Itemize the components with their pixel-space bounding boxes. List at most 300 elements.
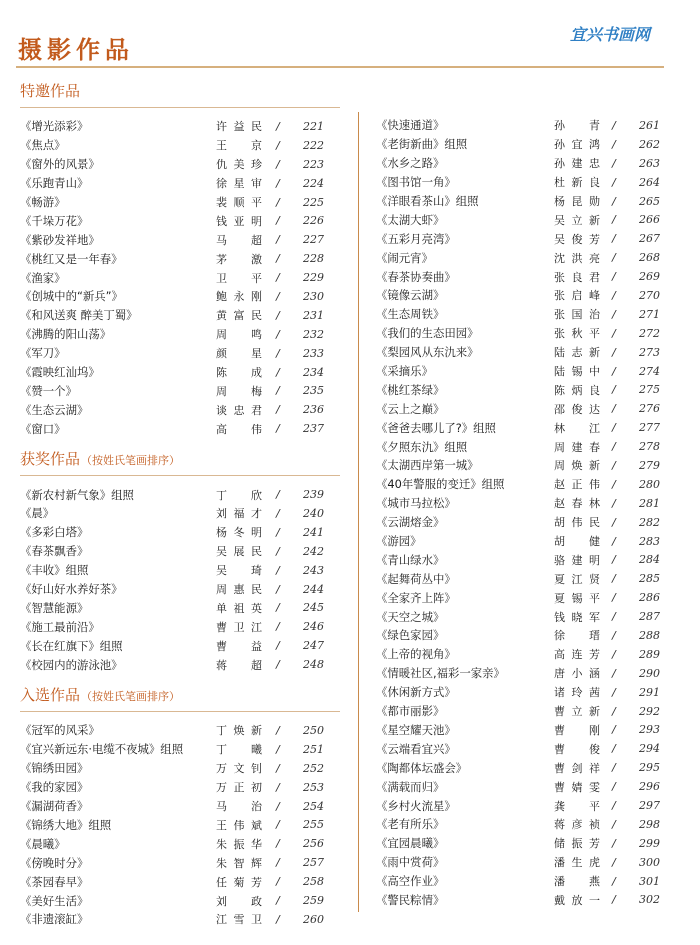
entry-page: 278 [639, 440, 660, 454]
entry-author: 曹卫江 [216, 620, 262, 634]
entry-author: 高连芳 [554, 648, 600, 662]
entry-page: 289 [639, 647, 660, 661]
toc-entry [376, 721, 674, 740]
entry-page: 285 [639, 572, 660, 586]
toc-entry [20, 249, 340, 268]
entry-page: 233 [303, 346, 324, 360]
entry-title: 《生态云湖》 [20, 402, 89, 417]
entry-title: 《冠军的风采》 [20, 723, 100, 738]
toc-entry [376, 777, 674, 796]
entry-title: 《晨》 [20, 506, 55, 521]
entry-author: 卫平 [216, 271, 262, 285]
entry-title: 《焦点》 [20, 138, 66, 153]
entry-separator: / [612, 270, 616, 284]
entry-page: 283 [639, 534, 660, 548]
entry-author: 陆锡中 [554, 365, 600, 379]
toc-entry [20, 797, 340, 816]
toc-entry [20, 542, 340, 561]
toc-entry [376, 305, 674, 324]
entry-page: 270 [639, 288, 660, 302]
toc-entry [376, 324, 674, 343]
toc-entry [20, 155, 340, 174]
entry-title: 《梨园风从东氿来》 [376, 345, 479, 360]
entry-author: 朱振华 [216, 837, 262, 851]
entry-separator: / [612, 118, 616, 132]
entry-title: 《图书馆一角》 [376, 175, 456, 190]
entry-separator: / [612, 572, 616, 586]
entry-page: 234 [303, 365, 324, 379]
entry-page: 260 [303, 912, 324, 926]
entry-page: 299 [639, 836, 660, 850]
entry-title: 《傍晚时分》 [20, 855, 89, 870]
entry-separator: / [276, 563, 280, 577]
entry-separator: / [276, 525, 280, 539]
column-divider [358, 112, 359, 912]
entry-title: 《洋眼看茶山》组照 [376, 194, 479, 208]
toc-entry [376, 154, 674, 173]
section-divider [20, 107, 340, 108]
entry-author: 杨昆勋 [554, 195, 600, 208]
toc-entry [20, 211, 340, 230]
entry-separator: / [612, 553, 616, 567]
entry-separator: / [612, 817, 616, 831]
entry-page: 273 [639, 345, 660, 359]
entry-title: 《镜像云湖》 [376, 288, 445, 303]
entry-page: 293 [639, 723, 660, 737]
entry-author: 丁欣 [216, 488, 262, 502]
toc-entry [376, 702, 674, 721]
entry-title: 《畅游》 [20, 195, 66, 209]
toc-entry [376, 796, 674, 815]
entry-author: 曹剑祥 [554, 761, 600, 775]
entry-separator: / [612, 780, 616, 794]
entry-separator: / [276, 138, 280, 152]
entry-author: 陈成 [216, 366, 262, 380]
toc-entry [376, 135, 674, 154]
toc-list-special [20, 117, 340, 438]
toc-entry [20, 117, 340, 136]
entry-author: 钱亚明 [216, 214, 262, 228]
entry-separator: / [612, 893, 616, 907]
entry-page: 261 [639, 118, 660, 132]
entry-separator: / [276, 837, 280, 851]
entry-title: 《宜园晨曦》 [376, 836, 445, 851]
entry-author: 曹益 [216, 639, 262, 653]
entry-separator: / [276, 289, 280, 303]
entry-separator: / [612, 591, 616, 605]
entry-title: 《春茶协奏曲》 [376, 269, 456, 284]
entry-page: 286 [639, 591, 660, 605]
entry-title: 《太湖西岸第一城》 [376, 458, 479, 473]
entry-author: 刘政 [216, 894, 262, 908]
entry-separator: / [612, 761, 616, 775]
entry-separator: / [276, 176, 280, 190]
entry-title: 《老有所乐》 [376, 817, 445, 832]
entry-title: 《起舞荷丛中》 [376, 571, 456, 586]
toc-entry [376, 626, 674, 645]
entry-author: 万文钊 [216, 762, 262, 776]
entry-author: 鲍永刚 [216, 290, 262, 304]
entry-author: 茅激 [216, 252, 262, 266]
entry-separator: / [276, 346, 280, 360]
entry-page: 241 [303, 525, 324, 539]
entry-author: 吴展民 [216, 545, 262, 559]
section-title: 获奖作品 [20, 450, 81, 469]
toc-entry [20, 230, 340, 249]
entry-page: 282 [639, 515, 660, 529]
entry-author: 骆建明 [554, 553, 600, 567]
toc-entry [376, 607, 674, 626]
section-heading-selected [20, 682, 340, 708]
entry-author: 朱智辉 [216, 856, 262, 870]
entry-author: 周焕新 [554, 459, 600, 473]
entry-title: 《军刀》 [20, 346, 66, 361]
entry-page: 245 [303, 601, 324, 615]
entry-title: 《增光添彩》 [20, 119, 89, 134]
entry-page: 287 [639, 610, 660, 624]
entry-title: 《丰收》组照 [20, 563, 89, 578]
entry-separator: / [276, 912, 280, 926]
toc-entry [376, 399, 674, 418]
entry-title: 《云上之巅》 [376, 401, 445, 416]
entry-title: 《夕照东氿》组照 [376, 439, 468, 454]
entry-title: 《春茶飘香》 [20, 544, 89, 559]
entry-page: 232 [303, 327, 324, 341]
entry-separator: / [276, 195, 280, 209]
entry-separator: / [276, 799, 280, 813]
entry-separator: / [612, 799, 616, 812]
entry-separator: / [276, 214, 280, 228]
entry-separator: / [612, 855, 616, 869]
entry-separator: / [612, 307, 616, 321]
entry-separator: / [276, 658, 280, 672]
toc-entry [20, 740, 340, 759]
entry-title: 《美好生活》 [20, 893, 89, 908]
entry-page: 226 [303, 214, 324, 228]
entry-author: 储振芳 [554, 837, 600, 851]
entry-title: 《警民粽情》 [376, 892, 445, 907]
toc-entry [20, 636, 340, 655]
toc-entry [20, 485, 340, 504]
entry-title: 《霞映红汕坞》 [20, 365, 100, 380]
entry-page: 301 [639, 874, 660, 888]
entry-page: 277 [639, 421, 660, 435]
entry-separator: / [612, 326, 616, 340]
entry-author: 马治 [216, 800, 262, 814]
entry-page: 235 [303, 384, 324, 398]
entry-separator: / [612, 836, 616, 850]
entry-title: 《天空之城》 [376, 609, 445, 624]
entry-separator: / [276, 544, 280, 558]
entry-page: 255 [303, 818, 324, 832]
toc-entry [376, 739, 674, 758]
entry-page: 246 [303, 620, 324, 634]
entry-separator: / [276, 582, 280, 596]
entry-separator: / [276, 365, 280, 379]
entry-title: 《陶都体坛盛会》 [376, 760, 468, 775]
entry-page: 252 [303, 761, 324, 775]
toc-entry [20, 721, 340, 740]
entry-title: 《窗口》 [20, 421, 66, 436]
entry-separator: / [612, 496, 616, 510]
entry-title: 《乐跑青山》 [20, 176, 89, 191]
entry-title: 《晨曦》 [20, 836, 66, 851]
entry-page: 274 [639, 364, 660, 378]
entry-author: 邵俊达 [554, 402, 600, 416]
entry-page: 240 [303, 506, 324, 520]
toc-list-selected-continued [376, 116, 674, 909]
entry-page: 298 [639, 817, 660, 831]
entry-page: 247 [303, 639, 324, 653]
toc-entry [376, 267, 674, 286]
entry-author: 戴放一 [554, 893, 600, 907]
entry-page: 258 [303, 875, 324, 889]
entry-separator: / [276, 875, 280, 889]
entry-author: 蒋彦祯 [554, 818, 600, 832]
toc-entry [376, 550, 674, 569]
entry-title: 《校园内的游泳池》 [20, 657, 123, 672]
entry-separator: / [612, 194, 616, 208]
toc-entry [20, 504, 340, 523]
toc-entry [20, 655, 340, 674]
entry-title: 《施工最前沿》 [20, 619, 100, 634]
entry-separator: / [276, 601, 280, 615]
toc-entry [20, 523, 340, 542]
entry-author: 曹婧雯 [554, 780, 600, 794]
entry-title: 《雨中赏荷》 [376, 855, 445, 870]
entry-page: 256 [303, 837, 324, 851]
entry-page: 221 [303, 119, 324, 133]
site-watermark: 宜兴书画网 [570, 25, 651, 44]
entry-author: 孙建忠 [554, 157, 600, 171]
entry-author: 单祖英 [216, 601, 262, 615]
entry-title: 《智慧能源》 [20, 600, 89, 615]
entry-separator: / [612, 458, 616, 472]
entry-page: 272 [639, 326, 660, 340]
entry-title: 《云湖熔金》 [376, 515, 445, 530]
entry-page: 248 [303, 658, 324, 672]
entry-page: 300 [639, 855, 660, 869]
entry-title: 《多彩白塔》 [20, 525, 89, 540]
entry-separator: / [276, 818, 280, 832]
entry-author: 孙宜鸿 [554, 138, 600, 152]
entry-separator: / [612, 610, 616, 624]
entry-page: 227 [303, 233, 324, 247]
entry-separator: / [612, 742, 616, 756]
toc-entry [20, 325, 340, 344]
entry-title: 《老街新曲》组照 [376, 137, 468, 152]
entry-page: 279 [639, 458, 660, 472]
section-title: 特邀作品 [20, 82, 81, 100]
toc-entry [376, 494, 674, 513]
entry-title: 《40年警服的变迁》组照 [376, 477, 505, 492]
entry-author: 蒋超 [216, 658, 262, 672]
entry-author: 丁焕新 [216, 724, 262, 738]
entry-separator: / [612, 685, 616, 699]
entry-title: 《漏湖荷香》 [20, 799, 89, 814]
toc-entry [376, 210, 674, 229]
entry-title: 《紫砂发祥地》 [20, 232, 100, 247]
entry-page: 243 [303, 563, 324, 577]
entry-separator: / [276, 308, 280, 322]
entry-separator: / [276, 742, 280, 756]
entry-author: 曹俊 [554, 742, 600, 756]
entry-title: 《城市马拉松》 [376, 496, 456, 511]
entry-author: 张国治 [554, 308, 600, 322]
entry-author: 潘燕 [554, 875, 600, 889]
entry-author: 王伟斌 [216, 818, 262, 832]
toc-entry [376, 173, 674, 192]
entry-title: 《游园》 [376, 534, 422, 549]
toc-entry [376, 116, 674, 135]
entry-title: 《爸爸去哪儿了?》组照 [376, 420, 496, 435]
section-divider [20, 711, 340, 712]
entry-separator: / [612, 515, 616, 529]
entry-title: 《闹元宵》 [376, 250, 433, 265]
entry-author: 杜新良 [554, 176, 600, 190]
section-heading-special [20, 78, 340, 104]
title-divider [16, 66, 664, 68]
entry-page: 257 [303, 856, 324, 870]
entry-author: 刘福才 [216, 507, 262, 521]
entry-author: 周梅 [216, 384, 262, 398]
entry-title: 《满载而归》 [376, 779, 445, 794]
entry-author: 吴俊芳 [554, 232, 600, 246]
entry-author: 胡健 [554, 535, 600, 549]
toc-entry [20, 816, 340, 835]
entry-page: 267 [639, 232, 660, 246]
entry-author: 许益民 [216, 120, 262, 134]
entry-author: 孙青 [554, 119, 600, 133]
entry-author: 曹立新 [554, 705, 600, 719]
toc-entry [376, 362, 674, 381]
toc-entry [376, 248, 674, 267]
entry-author: 高伟 [216, 422, 262, 436]
entry-page: 284 [639, 553, 660, 567]
entry-author: 张秋平 [554, 327, 600, 341]
entry-separator: / [276, 780, 280, 794]
toc-entry [376, 192, 674, 211]
toc-entry [20, 363, 340, 382]
entry-separator: / [612, 440, 616, 454]
entry-author: 任菊芳 [216, 875, 262, 889]
entry-author: 周鸣 [216, 328, 262, 342]
entry-author: 周建春 [554, 440, 600, 454]
entry-separator: / [612, 874, 616, 888]
entry-page: 276 [639, 402, 660, 416]
entry-author: 颜星 [216, 347, 262, 361]
toc-entry [376, 437, 674, 456]
entry-page: 251 [303, 742, 324, 756]
entry-title: 《快速通道》 [376, 118, 445, 133]
entry-separator: / [612, 251, 616, 265]
section-divider [20, 475, 340, 476]
entry-separator: / [276, 894, 280, 907]
toc-entry [20, 891, 340, 910]
entry-author: 唐小涵 [554, 667, 600, 681]
entry-page: 262 [639, 137, 660, 151]
toc-entry [20, 381, 340, 400]
toc-entry [376, 286, 674, 305]
right-column [376, 78, 674, 909]
entry-author: 裴顺平 [216, 196, 262, 209]
entry-separator: / [276, 233, 280, 247]
entry-title: 《赞一个》 [20, 383, 77, 398]
entry-author: 王京 [216, 139, 262, 153]
entry-page: 239 [303, 488, 324, 502]
entry-page: 250 [303, 723, 324, 737]
entry-author: 陈炳良 [554, 383, 600, 397]
entry-title: 《新农村新气象》组照 [20, 487, 134, 502]
entry-separator: / [612, 364, 616, 378]
entry-page: 295 [639, 761, 660, 775]
entry-title: 《五彩月亮湾》 [376, 231, 456, 246]
entry-author: 曹刚 [554, 723, 600, 737]
section-title: 入选作品 [20, 686, 81, 705]
entry-title: 《渔家》 [20, 270, 66, 285]
entry-title: 《高空作业》 [376, 874, 445, 889]
entry-separator: / [276, 488, 280, 502]
entry-separator: / [612, 704, 616, 718]
entry-title: 《创城中的“新兵”》 [20, 289, 123, 304]
entry-page: 292 [639, 704, 660, 718]
entry-separator: / [276, 403, 280, 417]
entry-page: 281 [639, 496, 660, 510]
entry-author: 吴立新 [554, 213, 600, 227]
entry-page: 296 [639, 780, 660, 794]
entry-title: 《绿色家园》 [376, 628, 445, 643]
toc-entry [20, 287, 340, 306]
toc-entry [20, 617, 340, 636]
entry-separator: / [276, 384, 280, 398]
toc-entry [376, 569, 674, 588]
entry-author: 徐瑨 [554, 629, 600, 643]
toc-entry [376, 758, 674, 777]
section-note: （按姓氏笔画排序） [81, 454, 181, 468]
entry-title: 《星空耀天池》 [376, 722, 456, 737]
toc-entry [20, 400, 340, 419]
entry-title: 《好山好水养好茶》 [20, 582, 123, 597]
entry-title: 《锦绣田园》 [20, 761, 89, 776]
entry-author: 钱晓军 [554, 610, 600, 624]
toc-list-award [20, 485, 340, 674]
entry-page: 291 [639, 685, 660, 699]
entry-title: 《桃红茶绿》 [376, 382, 445, 397]
entry-separator: / [276, 327, 280, 341]
entry-page: 259 [303, 894, 324, 907]
entry-author: 周惠民 [216, 583, 262, 597]
section-note: （按姓氏笔画排序） [81, 690, 181, 704]
entry-separator: / [612, 421, 616, 435]
entry-author: 杨冬明 [216, 526, 262, 540]
entry-page: 265 [639, 194, 660, 208]
entry-title: 《采摘乐》 [376, 364, 433, 379]
toc-entry [20, 580, 340, 599]
entry-title: 《都市丽影》 [376, 704, 445, 719]
entry-page: 275 [639, 383, 660, 397]
entry-page: 237 [303, 422, 324, 436]
entry-separator: / [276, 639, 280, 653]
entry-title: 《茶园春早》 [20, 874, 89, 889]
toc-entry [20, 136, 340, 155]
toc-entry [376, 229, 674, 248]
entry-author: 黄富民 [216, 309, 262, 323]
entry-title: 《锦绣大地》组照 [20, 817, 112, 832]
entry-separator: / [612, 288, 616, 302]
entry-page: 223 [303, 157, 324, 171]
toc-entry [376, 645, 674, 664]
toc-entry [20, 910, 340, 929]
